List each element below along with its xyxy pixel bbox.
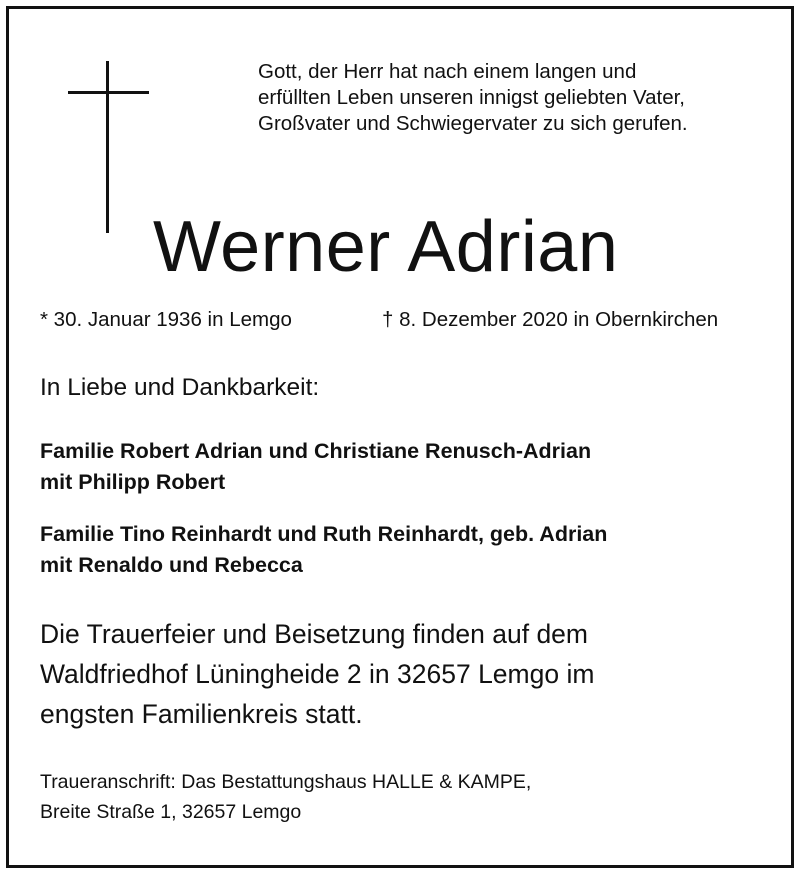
family-line: mit Renaldo und Rebecca [40, 553, 303, 577]
deceased-name: Werner Adrian [153, 207, 619, 287]
family-line: Familie Tino Reinhardt und Ruth Reinhardt, geb. Adrian [40, 522, 608, 546]
intro-line: Gott, der Herr hat nach einem langen und [258, 60, 637, 83]
mourning-address [40, 767, 531, 827]
cross-horizontal-bar [68, 91, 149, 94]
service-info [40, 614, 594, 734]
address-line: Traueranschrift: Das Bestattungshaus HALLE & KAMPE, [40, 771, 532, 793]
service-line: Waldfriedhof Lüningheide 2 in 32657 Lemgo im [40, 659, 595, 689]
intro-line: Großvater und Schwiegervater zu sich gerufen. [258, 112, 688, 135]
family-entry [40, 436, 591, 498]
service-line: engsten Familienkreis statt. [40, 699, 363, 729]
birth-date: * 30. Januar 1936 in Lemgo [40, 308, 292, 331]
intro-text [258, 59, 788, 137]
obituary-notice [6, 6, 794, 868]
family-line: Familie Robert Adrian und Christiane Renusch-Adrian [40, 439, 592, 463]
death-date: † 8. Dezember 2020 in Obernkirchen [382, 308, 719, 331]
family-line: mit Philipp Robert [40, 470, 226, 494]
gratitude-heading: In Liebe und Dankbarkeit: [40, 374, 320, 401]
cross-vertical-bar [106, 61, 109, 233]
family-entry [40, 519, 607, 581]
address-line: Breite Straße 1, 32657 Lemgo [40, 801, 302, 823]
intro-line: erfüllten Leben unseren innigst geliebten Vater, [258, 86, 686, 109]
service-line: Die Trauerfeier und Beisetzung finden auf dem [40, 619, 588, 649]
